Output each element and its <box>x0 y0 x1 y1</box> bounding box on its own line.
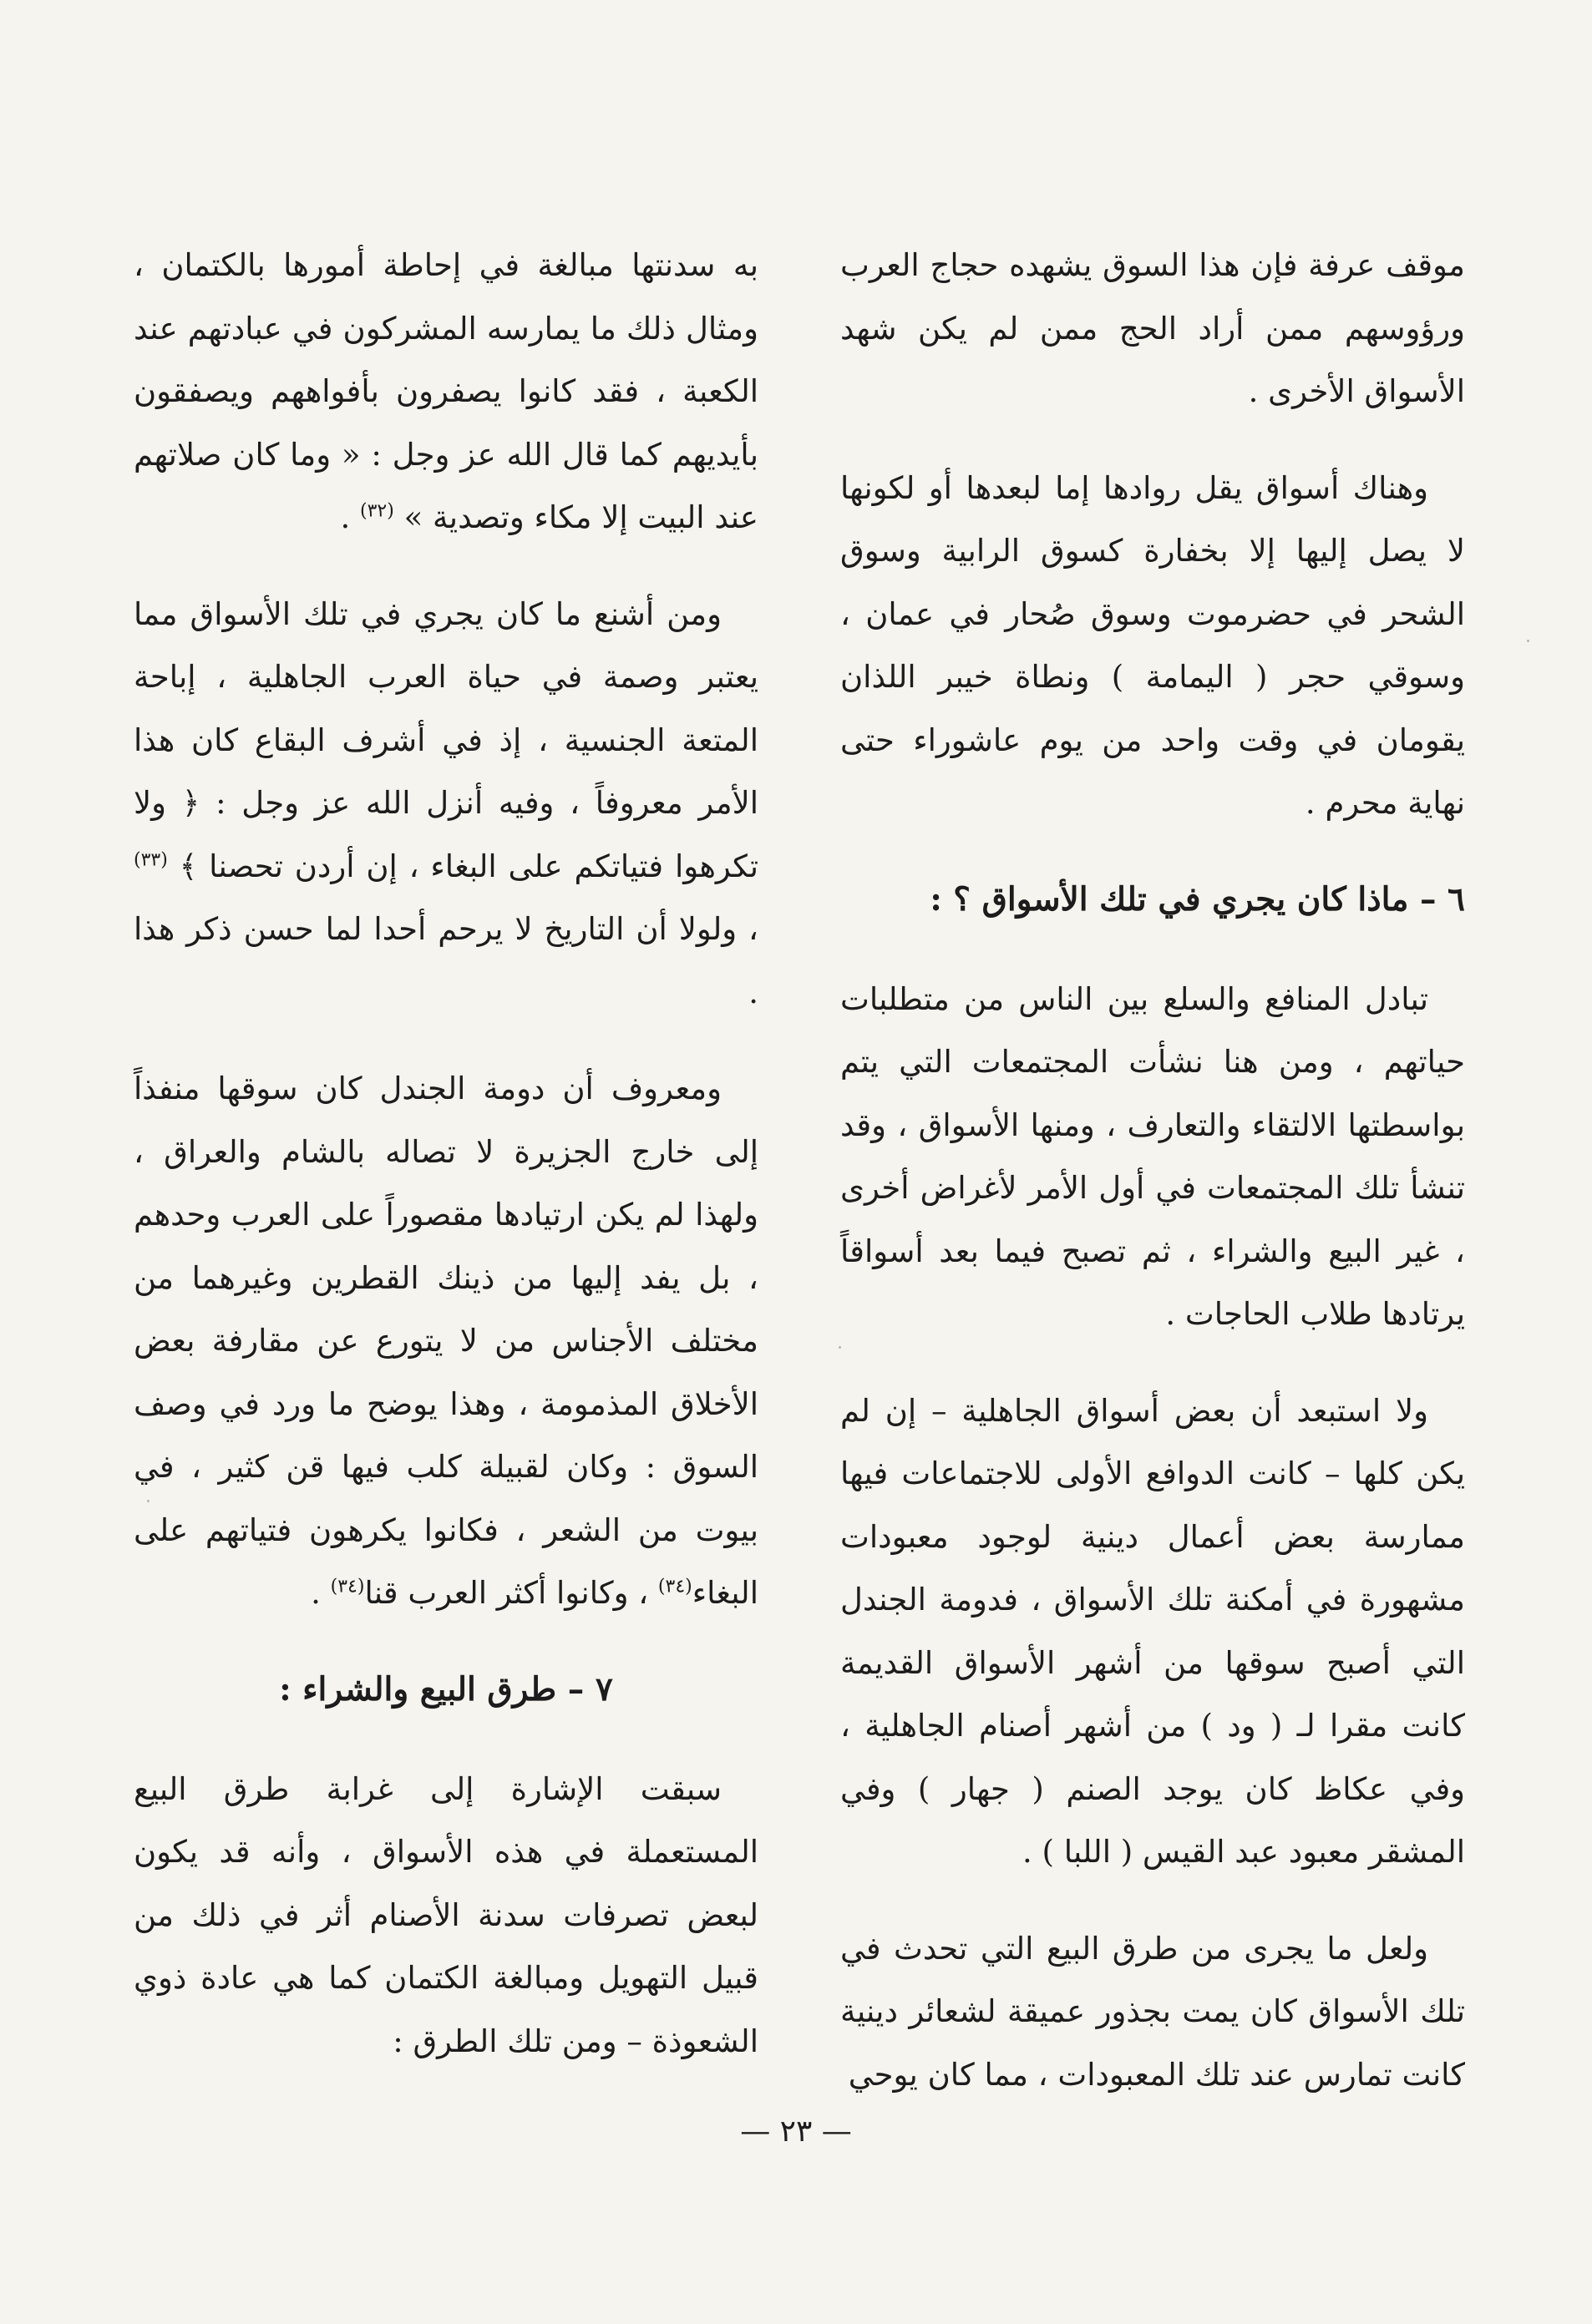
section-heading-6: ٦ – ماذا كان يجري في تلك الأسواق ؟ : <box>930 879 1465 919</box>
paragraph: سبقت الإشارة إلى غرابة طرق البيع المستعملة في هذه الأسواق ، وأنه قد يكون لبعض تصرفات سدنة الأصنام أثر في ذلك من قبيل التهويل ومبالغة الكتمان كما هي عادة ذوي الشعوذة – ومن تلك الطرق : <box>134 1770 758 2059</box>
scan-speck <box>1527 640 1529 642</box>
paragraph-text: ، ولولا أن التاريخ لا يرحم أحدا لما حسن ذكر هذا . <box>134 911 758 1010</box>
paragraph: وهناك أسواق يقل روادها إما لبعدها أو لكونها لا يصل إليها إلا بخفارة كسوق الرابية وسوق الشحر في حضرموت وسوق صُحار في عمان ، وسوقي حجر ( اليمامة ) ونطاة خيبر اللذان يقومان في وقت واحد من يوم عاشوراء حتى نهاية محرم . <box>840 469 1465 821</box>
footnote-ref: (٣٢) <box>359 500 394 522</box>
section-heading-7: ٧ – طرق البيع والشراء : <box>279 1669 613 1709</box>
paragraph-text: به سدنتها مبالغة في إحاطة أمورها بالكتمان ، ومثال ذلك ما يمارسه المشركون في عبادتهم عند الكعبة ، فقد كانوا يصفرون بأفواههم ويصفقون بأيديهم كما قال الله عز وجل : « وما كان صلاتهم عند البيت إلا مكاء وتصدية » <box>134 247 758 535</box>
paragraph-text: ومعروف أن دومة الجندل كان سوقها منفذاً إلى خارج الجزيرة لا تصاله بالشام والعراق ، ولهذا لم يكن ارتيادها مقصوراً على العرب وحدهم ، بل يفد إليها من ذينك القطرين وغيرهما من مختلف الأجناس من لا يتورع عن مقارفة بعض الأخلاق المذمومة ، وهذا يوضح ما ورد في وصف السوق : وكان لقبيلة كلب فيها قن كثير ، في بيوت من الشعر ، فكانوا يكرهون فتياتهم على البغاء <box>134 1071 758 1611</box>
left-column <box>134 234 758 2106</box>
paragraph <box>134 234 758 549</box>
right-column <box>840 234 1465 2139</box>
paragraph: تبادل المنافع والسلع بين الناس من متطلبات حياتهم ، ومن هنا نشأت المجتمعات التي يتم بواسطتها الالتقاء والتعارف ، ومنها الأسواق ، وقد تنشأ تلك المجتمعات في أول الأمر لأغراض أخرى ، غير البيع والشراء ، ثم تصبح فيما بعد أسواقاً يرتادها طلاب الحاجات . <box>840 980 1465 1332</box>
paragraph: ولا استبعد أن بعض أسواق الجاهلية – إن لم يكن كلها – كانت الدوافع الأولى للاجتماعات فيها ممارسة بعض أعمال دينية لوجود معبودات مشهورة في أمكنة تلك الأسواق ، فدومة الجندل التي أصبح سوقها من أشهر الأسواق القديمة كانت مقرا لـ ( ود ) من أشهر أصنام الجاهلية ، وفي عكاظ كان يوجد الصنم ( جهار ) وفي المشقر معبود عبد القيس ( اللبا ) . <box>840 1392 1465 1870</box>
footnote-ref: (٣٤) <box>657 1576 692 1597</box>
scan-speck <box>147 1500 150 1502</box>
paragraph-text: ومن أشنع ما كان يجري في تلك الأسواق مما يعتبر وصمة في حياة العرب الجاهلية ، إباحة المتعة الجنسية ، إذ في أشرف البقاع كان هذا الأمر معروفاً ، وفيه أنزل الله عز وجل : ﴿ ولا تكرهوا فتياتكم على البغاء ، إن أردن تحصنا ﴾ <box>134 595 758 884</box>
paragraph <box>134 583 758 1025</box>
paragraph-text: . <box>311 1575 331 1611</box>
scan-speck <box>839 1346 841 1349</box>
footnote-ref: (٣٤) <box>330 1576 365 1597</box>
paragraph: ولعل ما يجرى من طرق البيع التي تحدث في تلك الأسواق كان يمت بجذور عميقة لشعائر دينية كانت تمارس عند تلك المعبودات ، مما كان يوحي <box>840 1930 1465 2093</box>
page-number: — ٢٣ — <box>740 2114 852 2149</box>
paragraph-text: . <box>340 499 360 535</box>
paragraph: موقف عرفة فإن هذا السوق يشهده حجاج العرب ورؤوسهم ممن أراد الحج ممن لم يكن شهد الأسواق الأخرى . <box>840 247 1465 409</box>
footnote-ref: (٣٣) <box>134 849 168 871</box>
paragraph-text: ، وكانوا أكثر العرب قنا <box>364 1575 658 1611</box>
paragraph <box>134 1057 758 1625</box>
